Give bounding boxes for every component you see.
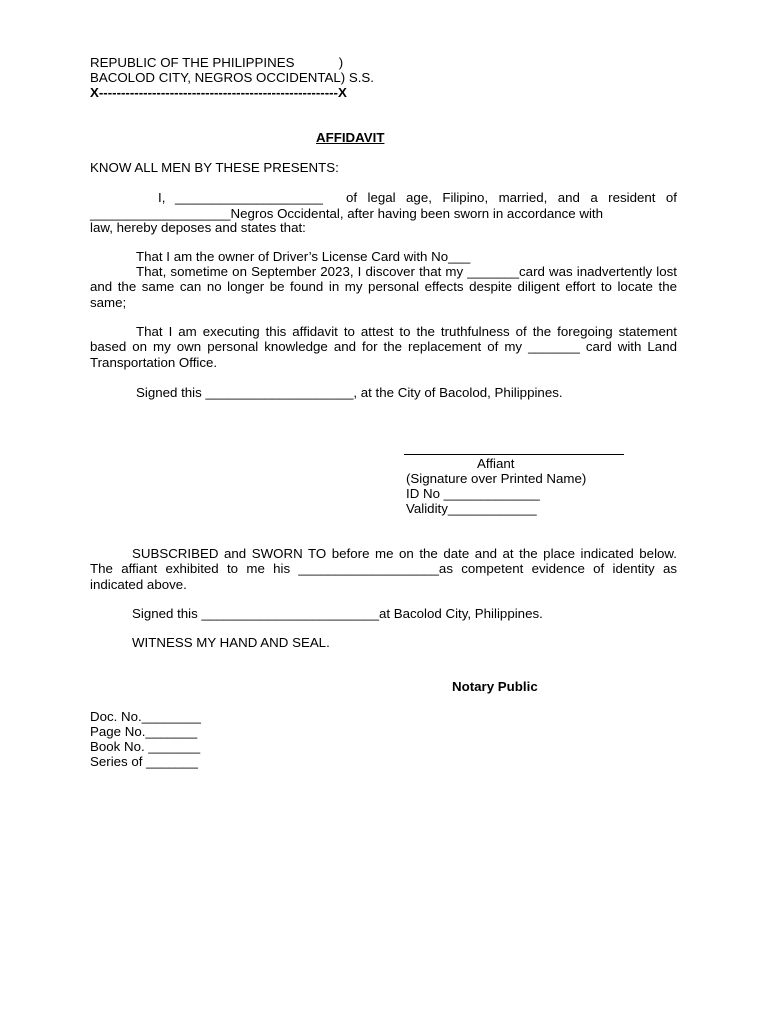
witness-line: WITNESS MY HAND AND SEAL. [132,635,330,650]
intro-prefix: I, [158,190,166,205]
affiant-name-blank: ____________________ [175,190,323,205]
document-title: AFFIDAVIT [316,130,385,145]
intro-line-2: ___________________Negros Occidental, after having been sworn in accordance with [90,206,604,221]
license-statement: That I am the owner of Driver’s License Card with No___ [136,249,471,264]
venue-line-2: BACOLOD CITY, NEGROS OCCIDENTAL) S.S. [90,70,374,85]
purpose-statement: That I am executing this affidavit to attest to the truthfulness of the foregoing statement based on my own personal knowledge and for the replacement of my _______ card with Land Transportation Office. [90,324,677,370]
venue-line-1: REPUBLIC OF THE PHILIPPINES ) [90,55,344,70]
affiant-signed-line: Signed this ____________________, at the City of Bacolod, Philippines. [136,385,563,400]
notary-signed-line: Signed this ________________________at Bacolod City, Philippines. [132,606,543,621]
affiant-id-no: ID No _____________ [406,486,540,501]
notary-public-label: Notary Public [452,679,538,694]
intro-suffix: of legal age, Filipino, married, and a resident of [346,190,677,205]
affiant-label: Affiant [477,456,515,471]
registry-doc-no: Doc. No.________ [90,709,201,724]
intro-line-3: law, hereby deposes and states that: [90,220,306,235]
affiant-validity: Validity____________ [406,501,537,516]
registry-book-no: Book No. _______ [90,739,201,754]
registry-page-no: Page No._______ [90,724,198,739]
registry-series: Series of _______ [90,754,198,769]
affiant-signature-line [404,454,624,455]
opening-line: KNOW ALL MEN BY THESE PRESENTS: [90,160,339,175]
venue-separator: X------------------------------------------------------X [90,85,347,100]
lost-statement: That, sometime on September 2023, I discover that my _______card was inadvertently lost and the same can no longer be found in my personal effects despite diligent effort to locate the same; [90,264,677,310]
jurat-paragraph: SUBSCRIBED and SWORN TO before me on the date and at the place indicated below. The affiant exhibited to me his ___________________as competent evidence of identity as indicated above. [90,546,677,592]
affiant-sub-label: (Signature over Printed Name) [406,471,587,486]
